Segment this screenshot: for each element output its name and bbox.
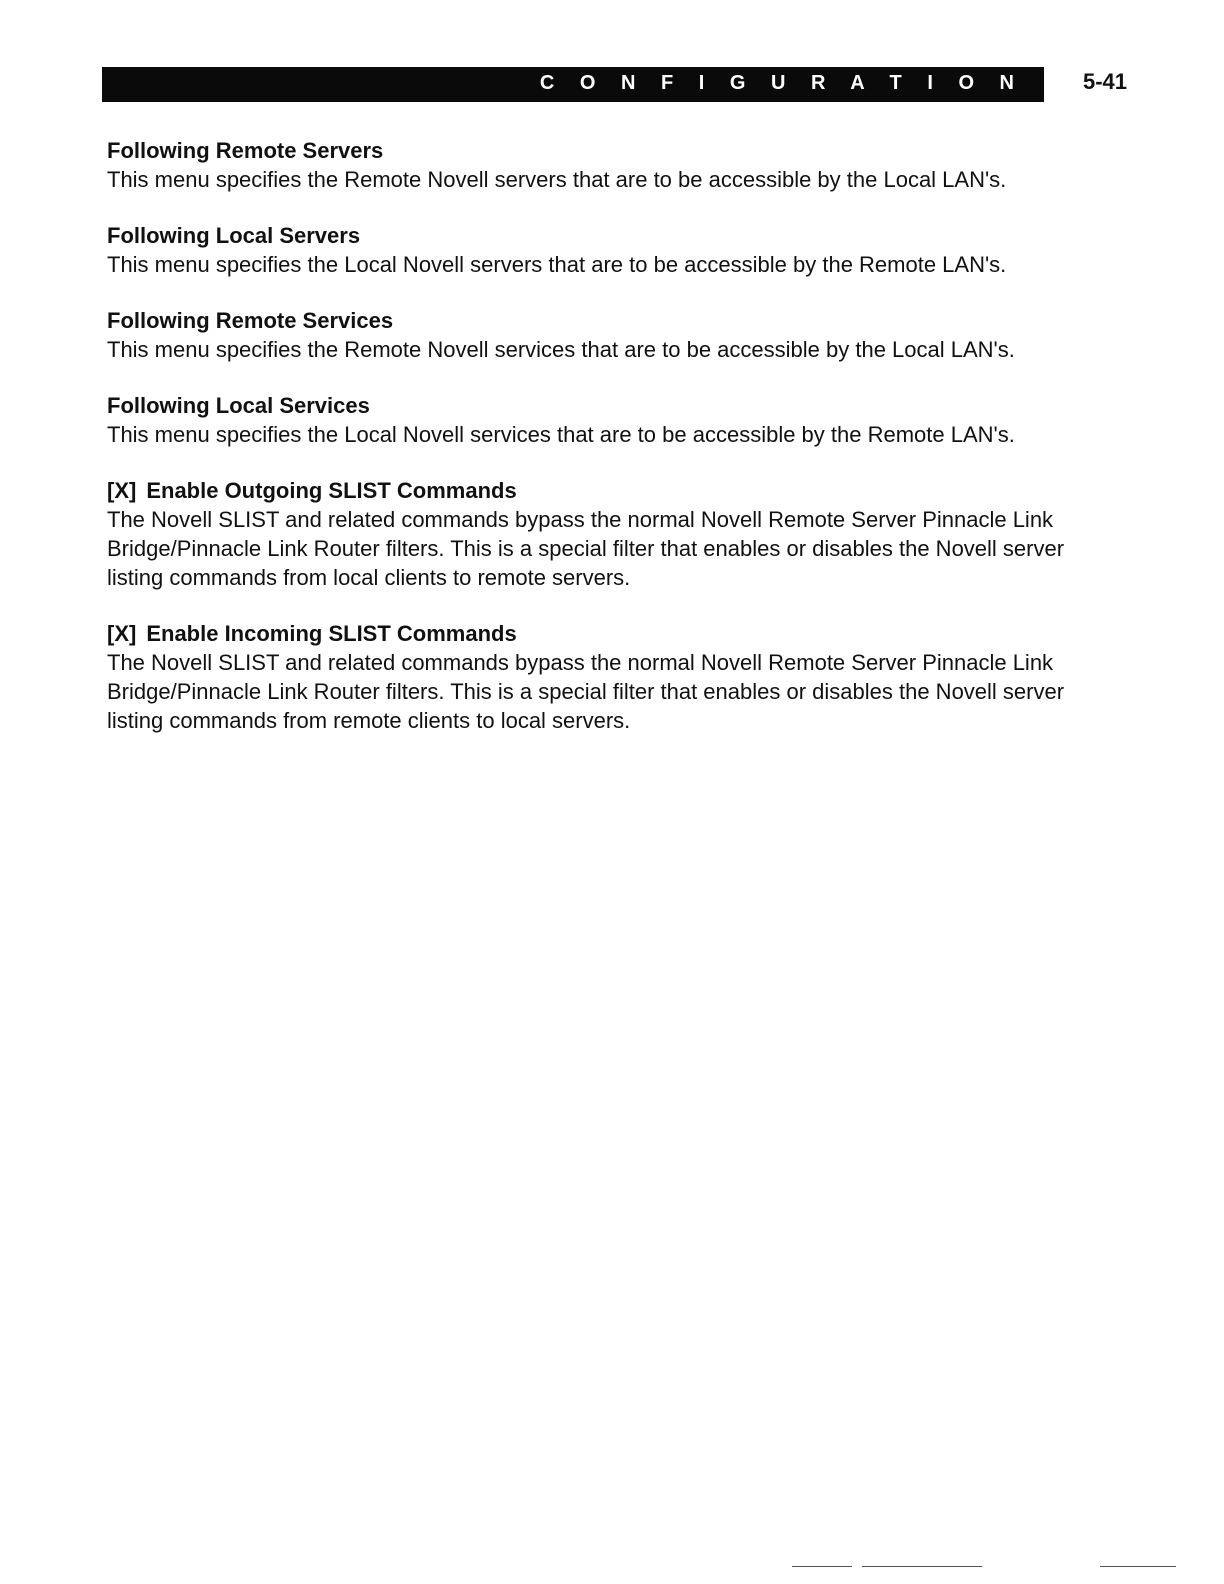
option-marker: [X]: [107, 621, 137, 646]
section-title-row: [107, 620, 1067, 648]
section-body: The Novell SLIST and related commands bypass the normal Novell Remote Server Pinnacle Link Bridge/Pinnacle Link Router filters. This is a special filter that enables or disables the Novell server listing commands from local clients to remote servers.: [107, 507, 1065, 590]
section-body: This menu specifies the Local Novell servers that are to be accessible by the Remote LAN's.: [107, 252, 1007, 277]
section-incoming-slist: [107, 620, 1067, 735]
option-marker: [X]: [107, 478, 137, 503]
section-title: Enable Outgoing SLIST Commands: [146, 478, 517, 503]
section-body: This menu specifies the Remote Novell servers that are to be accessible by the Local LAN's.: [107, 167, 1007, 192]
scan-artifact: [792, 1566, 852, 1567]
section-title: Enable Incoming SLIST Commands: [146, 621, 517, 646]
section-title: Following Local Services: [107, 393, 370, 418]
scan-artifact: [862, 1566, 982, 1567]
header-bar: [102, 67, 1044, 102]
section-title: Following Remote Servers: [107, 138, 384, 163]
section-local-servers: [107, 222, 1067, 279]
section-local-services: [107, 392, 1067, 449]
section-body: The Novell SLIST and related commands bypass the normal Novell Remote Server Pinnacle Link Bridge/Pinnacle Link Router filters. This is a special filter that enables or disables the Novell server listing commands from remote clients to local servers.: [107, 650, 1065, 733]
page-content: [107, 137, 1067, 763]
section-outgoing-slist: [107, 477, 1067, 592]
scan-artifact: [1100, 1566, 1176, 1567]
section-body: This menu specifies the Remote Novell services that are to be accessible by the Local LAN's.: [107, 337, 1015, 362]
section-title-row: [107, 477, 1067, 505]
section-remote-services: [107, 307, 1067, 364]
section-title: Following Remote Services: [107, 308, 394, 333]
section-remote-servers: [107, 137, 1067, 194]
header-title: C O N F I G U R A T I O N: [539, 72, 1024, 94]
page-number: 5-41: [1083, 69, 1128, 94]
section-title: Following Local Servers: [107, 223, 361, 248]
section-body: This menu specifies the Local Novell services that are to be accessible by the Remote LAN's.: [107, 422, 1015, 447]
